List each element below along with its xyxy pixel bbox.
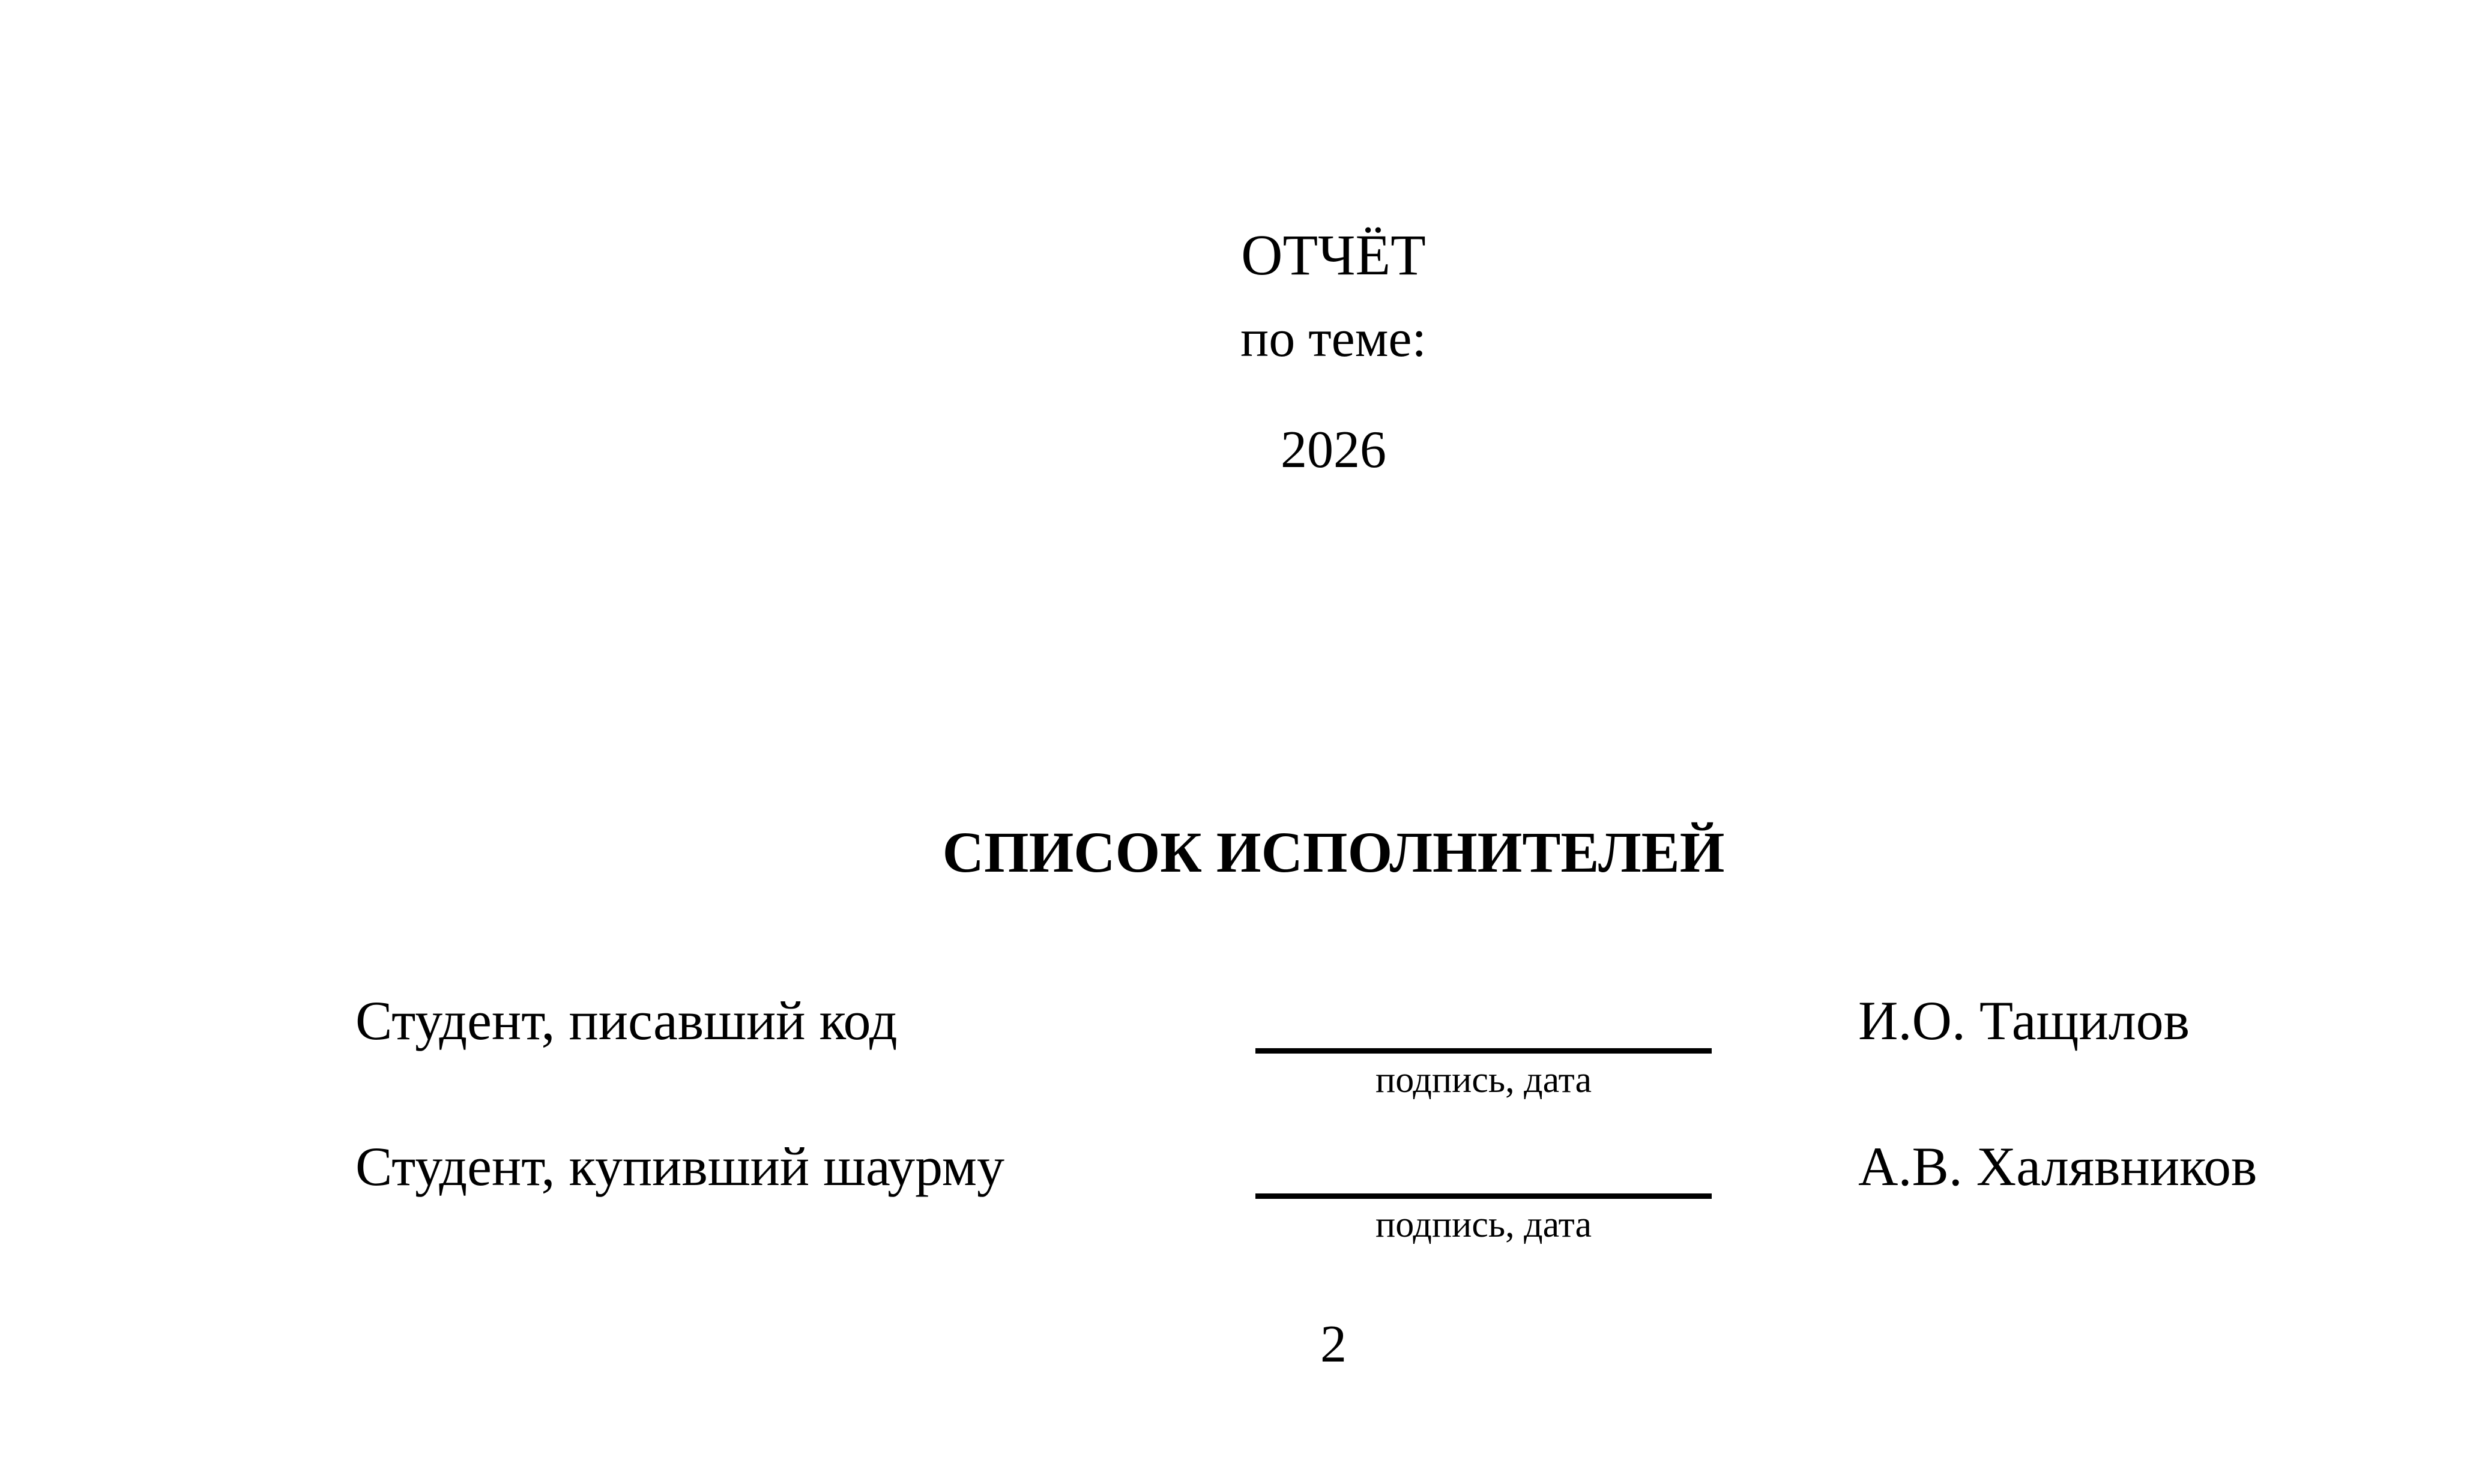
executor-name: И.О. Тащилов (1858, 990, 2190, 1051)
report-title: ОТЧЁТ (1241, 223, 1426, 287)
report-subtitle: по теме: (1240, 310, 1427, 368)
page-number: 2 (1320, 1315, 1347, 1374)
executors-heading: СПИСОК ИСПОЛНИТЕЛЕЙ (942, 820, 1725, 884)
report-year: 2026 (1281, 421, 1386, 479)
signature-line (1255, 1193, 1712, 1199)
signature-caption: подпись, дата (1375, 1204, 1592, 1245)
signature-caption: подпись, дата (1375, 1060, 1592, 1100)
executor-role: Студент, купивший шаурму (355, 1136, 1004, 1197)
signature-line (1255, 1048, 1712, 1054)
executor-name: А.В. Халявников (1858, 1136, 2257, 1197)
executor-role: Студент, писавший код (355, 990, 898, 1051)
